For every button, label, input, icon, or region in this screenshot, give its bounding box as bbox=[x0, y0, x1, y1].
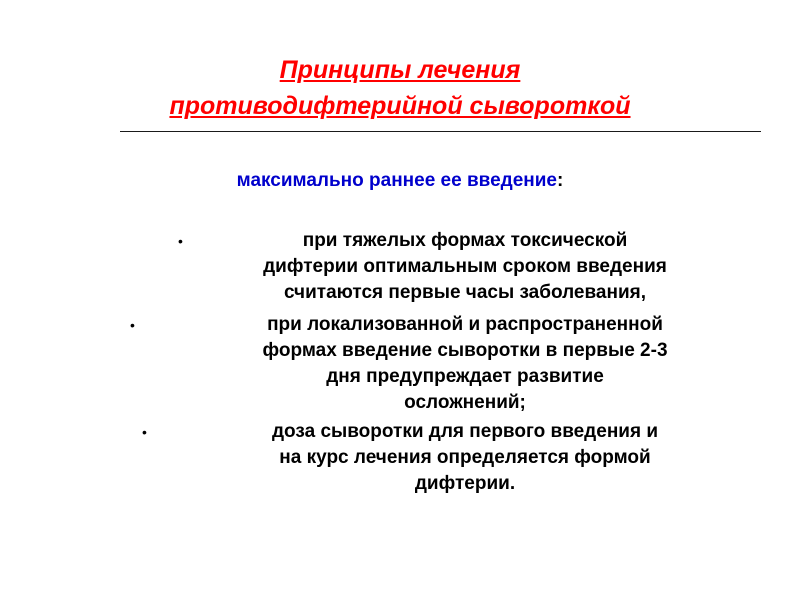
bullet-line: доза сыворотки для первого введения и bbox=[271, 421, 659, 442]
bullet-dot-icon: • bbox=[142, 424, 147, 440]
bullet-line: при тяжелых формах токсической bbox=[302, 230, 628, 251]
bullet-dot-icon: • bbox=[178, 233, 183, 249]
bullet-line: при локализованной и распространенной bbox=[267, 314, 663, 335]
bullet-item-3 bbox=[170, 419, 760, 497]
title-divider bbox=[120, 131, 761, 132]
bullet-line: дня предупреждает развитие bbox=[326, 366, 604, 387]
bullet-line: осложнений; bbox=[404, 392, 526, 413]
bullet-line: считаются первые часы заболевания, bbox=[283, 282, 646, 303]
bullet-item-1 bbox=[170, 228, 760, 306]
subtitle bbox=[60, 168, 740, 194]
bullet-dot-icon: • bbox=[130, 317, 135, 333]
bullet-item-text bbox=[170, 228, 760, 306]
subtitle-colon: : bbox=[557, 170, 564, 191]
bullet-line: формах введение сыворотки в первые 2-3 bbox=[262, 340, 668, 361]
bullet-item-2 bbox=[170, 312, 760, 416]
slide-title-line-2: противодифтерийной сывороткой bbox=[169, 92, 631, 120]
bullet-line: дифтерии оптимальным сроком введения bbox=[263, 256, 667, 277]
bullet-line: на курс лечения определяется формой bbox=[279, 447, 651, 468]
slide-title bbox=[60, 52, 740, 124]
subtitle-text: максимально раннее ее введение bbox=[236, 170, 557, 191]
bullet-item-text bbox=[170, 419, 760, 497]
bullet-line: дифтерии. bbox=[414, 473, 516, 494]
bullet-item-text bbox=[170, 312, 760, 416]
slide-title-line-1: Принципы лечения bbox=[279, 56, 521, 84]
